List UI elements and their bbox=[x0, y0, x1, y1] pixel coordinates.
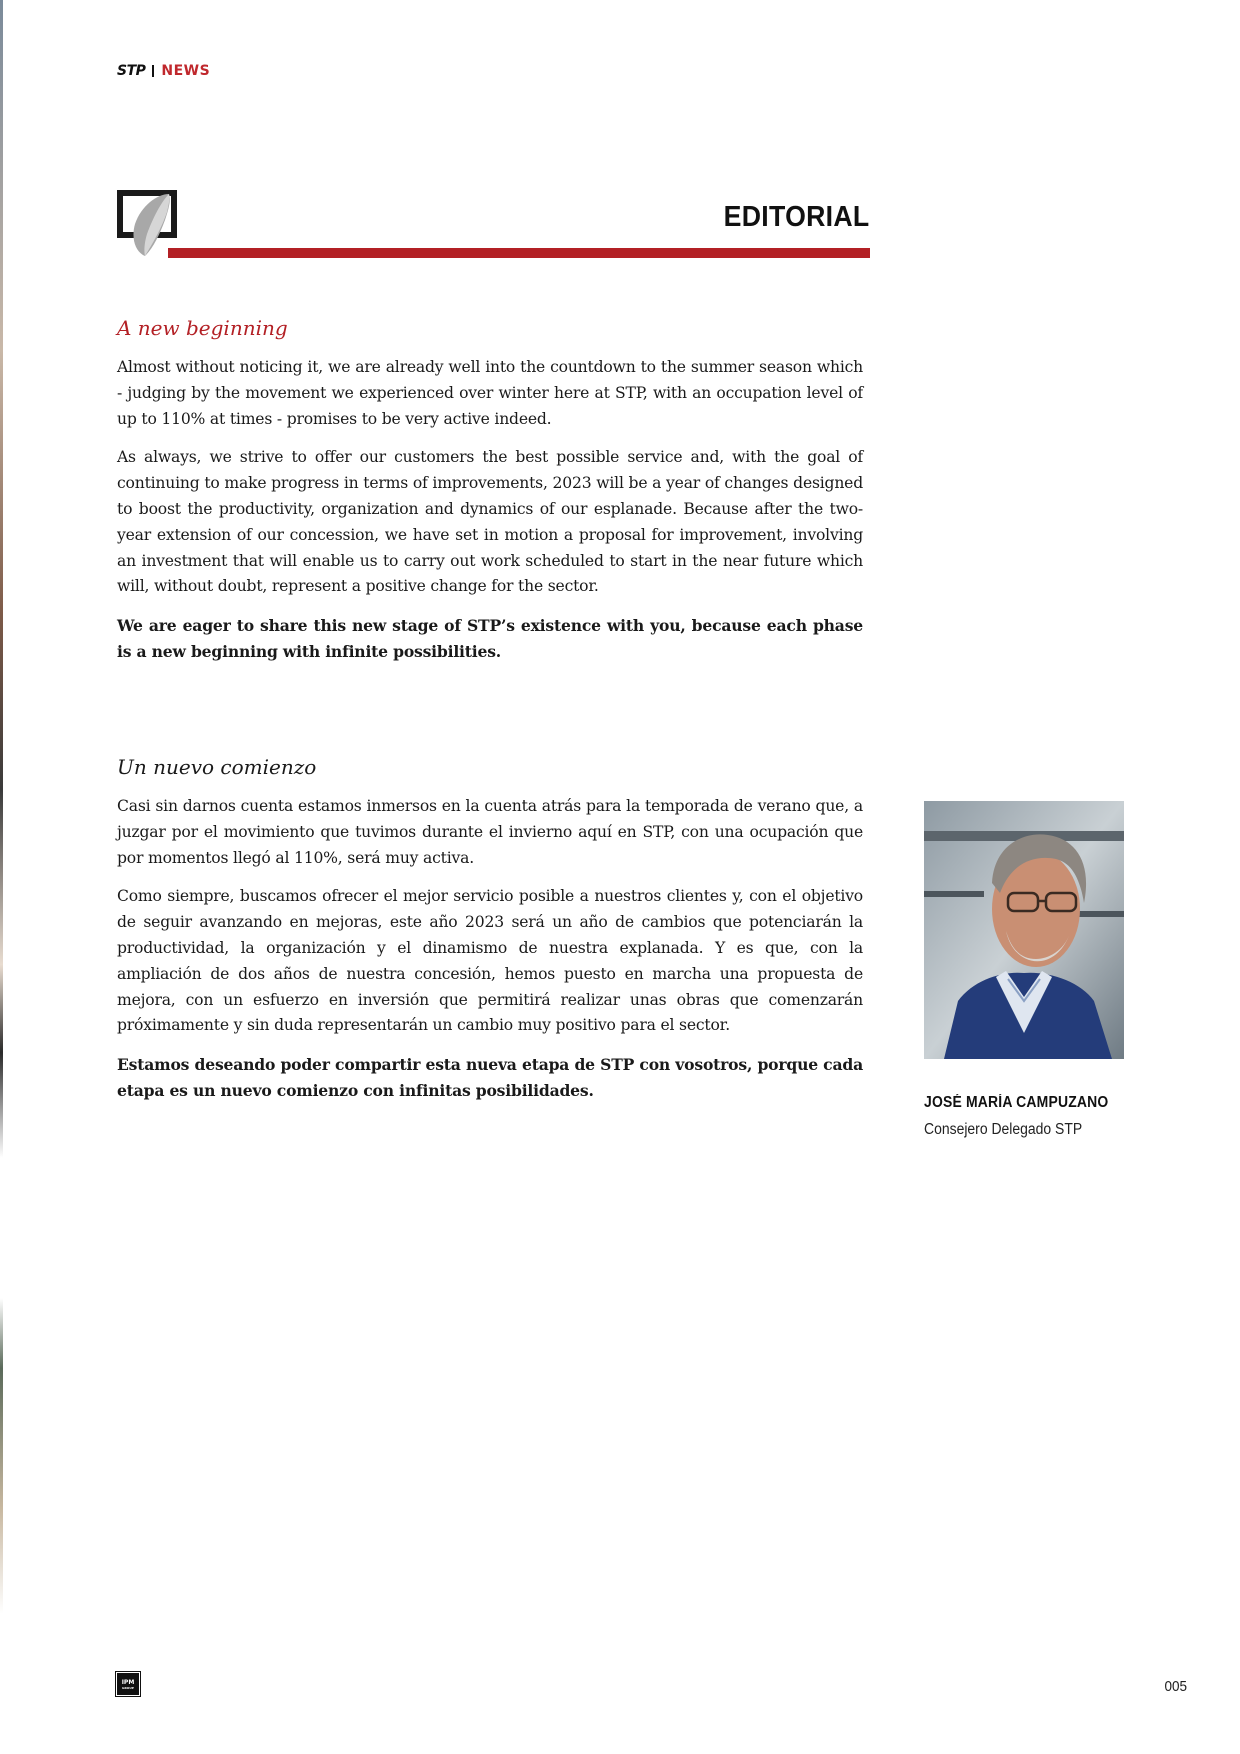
spanish-section bbox=[117, 755, 863, 1117]
magazine-header bbox=[117, 63, 210, 79]
english-paragraph: Almost without noticing it, we are already well into the countdown to the summer season which - judging by the movement we experienced over winter here at STP, with an occupation level of up to 110% at times - promises to be very active indeed. bbox=[117, 358, 863, 428]
editorial-title: EDITORIAL bbox=[723, 201, 869, 233]
stp-logo: STP bbox=[117, 63, 146, 79]
page-number: 005 bbox=[1164, 1678, 1187, 1695]
english-heading: A new beginning bbox=[117, 316, 288, 340]
publisher-logo-line: GROUP bbox=[122, 1685, 134, 1690]
publisher-logo bbox=[117, 1673, 139, 1695]
english-closing: We are eager to share this new stage of STP’s existence with you, because each phase is a new beginning with infinite possibilities. bbox=[117, 616, 863, 661]
author-portrait bbox=[924, 801, 1124, 1059]
publisher-logo-line: IPM bbox=[121, 1678, 135, 1686]
section-name: NEWS bbox=[161, 63, 211, 79]
spanish-paragraph: Como siempre, buscamos ofrecer el mejor servicio posible a nuestros clientes y, con el objetivo de seguir avanzando en mejoras, este año 2023 será un año de cambios que potenciarán la productividad, la organización y el dinamismo de nuestra explanada. Y es que, con la ampliación de dos años de nuestra concesión, hemos puesto en marcha una propuesta de mejora, con un esfuerzo en inversión que permitirá realizar unas obras que comenzarán próximamente y sin duda representarán un cambio muy positivo para el sector. bbox=[117, 887, 863, 1035]
spanish-heading: Un nuevo comienzo bbox=[117, 755, 317, 779]
title-rule bbox=[168, 248, 870, 258]
author-name: JOSÉ MARÍA CAMPUZANO bbox=[924, 1094, 1109, 1111]
spanish-closing: Estamos deseando poder compartir esta nueva etapa de STP con vosotros, porque cada etapa es un nuevo comienzo con infinitas posibilidades. bbox=[117, 1055, 863, 1100]
author-role: Consejero Delegado STP bbox=[924, 1121, 1083, 1138]
spanish-paragraph: Casi sin darnos cuenta estamos inmersos en la cuenta atrás para la temporada de verano que, a juzgar por el movimiento que tuvimos durante el invierno aquí en STP, con una ocupación que por momentos llegó al 110%, será muy activa. bbox=[117, 797, 863, 867]
header-separator bbox=[152, 65, 154, 77]
page-edge-strip bbox=[0, 0, 3, 1754]
english-section bbox=[117, 316, 863, 678]
english-paragraph: As always, we strive to offer our customers the best possible service and, with the goal of continuing to make progress in terms of improvements, 2023 will be a year of changes designed to boost the productivity, organization and dynamics of our esplanade. Because after the two-year extension of our concession, we have set in motion a proposal for improvement, involving an investment that will enable us to carry out work scheduled to start in the near future which will, without doubt, represent a positive change for the sector. bbox=[117, 448, 863, 596]
